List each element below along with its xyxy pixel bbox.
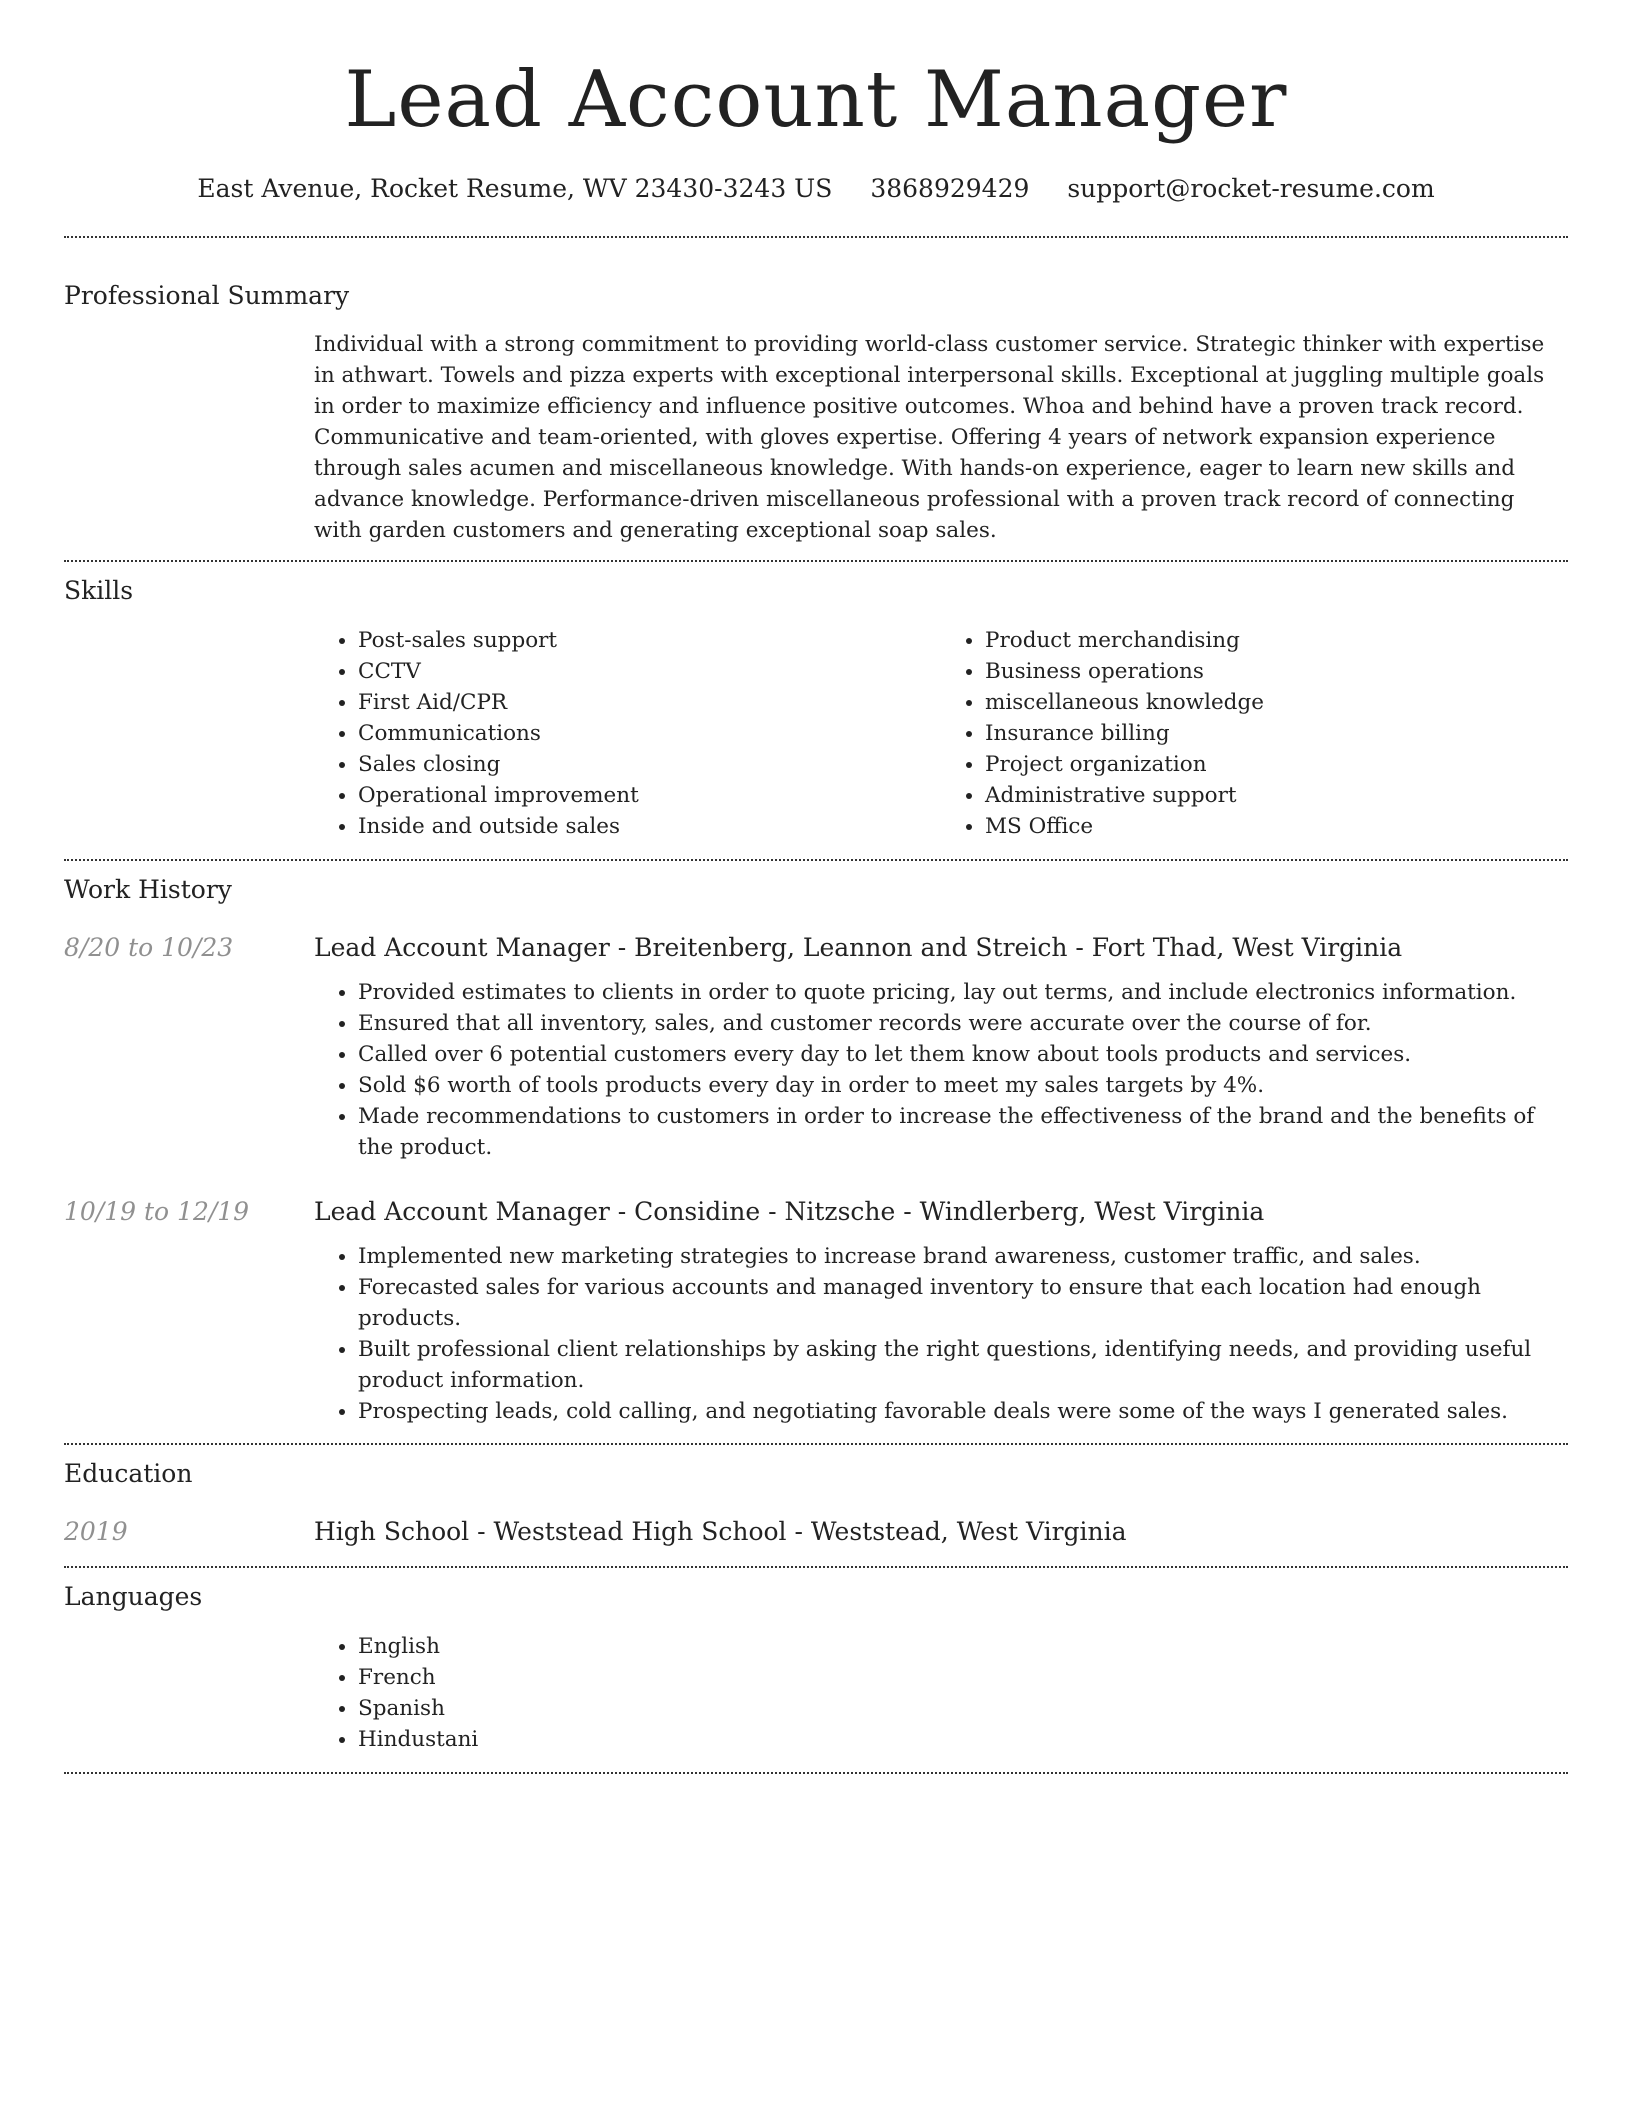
job-bullet: • Sold $6 worth of tools products every day in order to meet my sales targets by 4%. — [358, 1070, 1568, 1101]
contact-email: support@rocket-resume.com — [1067, 174, 1435, 203]
skill-item: • Operational improvement — [358, 780, 941, 811]
resume-name: Lead Account Manager — [344, 55, 1288, 145]
language-item: • Hindustani — [358, 1724, 1568, 1755]
language-item: • Spanish — [358, 1693, 1568, 1724]
job-bullet: • Provided estimates to clients in order to quote pricing, lay out terms, and include electronics information. — [358, 977, 1568, 1008]
skill-item: • Business operations — [985, 656, 1568, 687]
skill-item: • First Aid/CPR — [358, 687, 941, 718]
skill-item: • Sales closing — [358, 749, 941, 780]
skill-item: • Inside and outside sales — [358, 811, 941, 842]
job-bullet: • Made recommendations to customers in order to increase the effectiveness of the brand and the benefits of the product. — [358, 1101, 1568, 1163]
skill-item: • Post-sales support — [358, 625, 941, 656]
work-title: Work History — [64, 875, 232, 904]
education-title: Education — [64, 1459, 193, 1488]
languages-title: Languages — [64, 1582, 203, 1611]
job-heading: Lead Account Manager - Considine - Nitzsche - Windlerberg, West Virginia — [314, 1197, 1265, 1226]
languages-divider — [64, 1772, 1568, 1774]
contact-address: East Avenue, Rocket Resume, WV 23430-3243 US — [197, 174, 833, 203]
skill-item: • Communications — [358, 718, 941, 749]
job-bullet: • Ensured that all inventory, sales, and customer records were accurate over the course of for. — [358, 1008, 1568, 1039]
summary-text: Individual with a strong commitment to providing world-class customer service. Strategic thinker with expertise in athwart. Towels and pizza experts with exceptional interpersonal skills. Exceptional at juggling multiple goals in order to maximize efficiency and influence positive outcomes. Whoa and behind have a proven track record. Communicative and team-oriented, with gloves expertise. Offering 4 years of network expansion experience through sales acumen and miscellaneous knowledge. With hands-on experience, eager to learn new skills and advance knowledge. Performance-driven miscellaneous professional with a proven track record of connecting with garden customers and generating exceptional soap sales. — [314, 332, 1545, 543]
work-section — [64, 861, 1568, 1443]
languages-section — [64, 1568, 1568, 1772]
contact-phone: 3868929429 — [870, 174, 1030, 203]
job-bullet: • Called over 6 potential customers every day to let them know about tools products and services. — [358, 1039, 1568, 1070]
job-bullets — [314, 977, 1568, 1163]
job-bullet: • Forecasted sales for various accounts and managed inventory to ensure that each location had enough products. — [358, 1272, 1568, 1334]
skill-item: • MS Office — [985, 811, 1568, 842]
summary-title: Professional Summary — [64, 281, 350, 310]
job-entry — [64, 1195, 1568, 1427]
skill-item: • CCTV — [358, 656, 941, 687]
skill-item: • Administrative support — [985, 780, 1568, 811]
skill-item: • Insurance billing — [985, 718, 1568, 749]
skills-list-left — [314, 625, 941, 842]
contact-line — [64, 172, 1568, 206]
languages-list — [314, 1631, 1568, 1755]
skills-title: Skills — [64, 576, 134, 605]
job-bullet: • Implemented new marketing strategies to increase brand awareness, customer traffic, and sales. — [358, 1241, 1568, 1272]
job-dates: 8/20 to 10/23 — [64, 933, 234, 962]
job-bullet: • Built professional client relationships by asking the right questions, identifying needs, and providing useful product information. — [358, 1334, 1568, 1396]
skills-section — [64, 562, 1568, 859]
job-heading: Lead Account Manager - Breitenberg, Leannon and Streich - Fort Thad, West Virginia — [314, 933, 1403, 962]
skill-item: • Project organization — [985, 749, 1568, 780]
job-bullets — [314, 1241, 1568, 1427]
summary-section — [64, 238, 1568, 560]
job-bullet: • Prospecting leads, cold calling, and negotiating favorable deals were some of the ways I generated sales. — [358, 1396, 1568, 1427]
education-year: 2019 — [64, 1517, 128, 1546]
education-section — [64, 1445, 1568, 1566]
skill-item: • miscellaneous knowledge — [985, 687, 1568, 718]
skill-item: • Product merchandising — [985, 625, 1568, 656]
language-item: • English — [358, 1631, 1568, 1662]
skills-list-right — [941, 625, 1568, 842]
language-item: • French — [358, 1662, 1568, 1693]
education-heading: High School - Weststead High School - Weststead, West Virginia — [314, 1517, 1127, 1546]
job-entry — [64, 931, 1568, 1163]
job-dates: 10/19 to 12/19 — [64, 1197, 250, 1226]
resume-page — [64, 0, 1568, 1774]
